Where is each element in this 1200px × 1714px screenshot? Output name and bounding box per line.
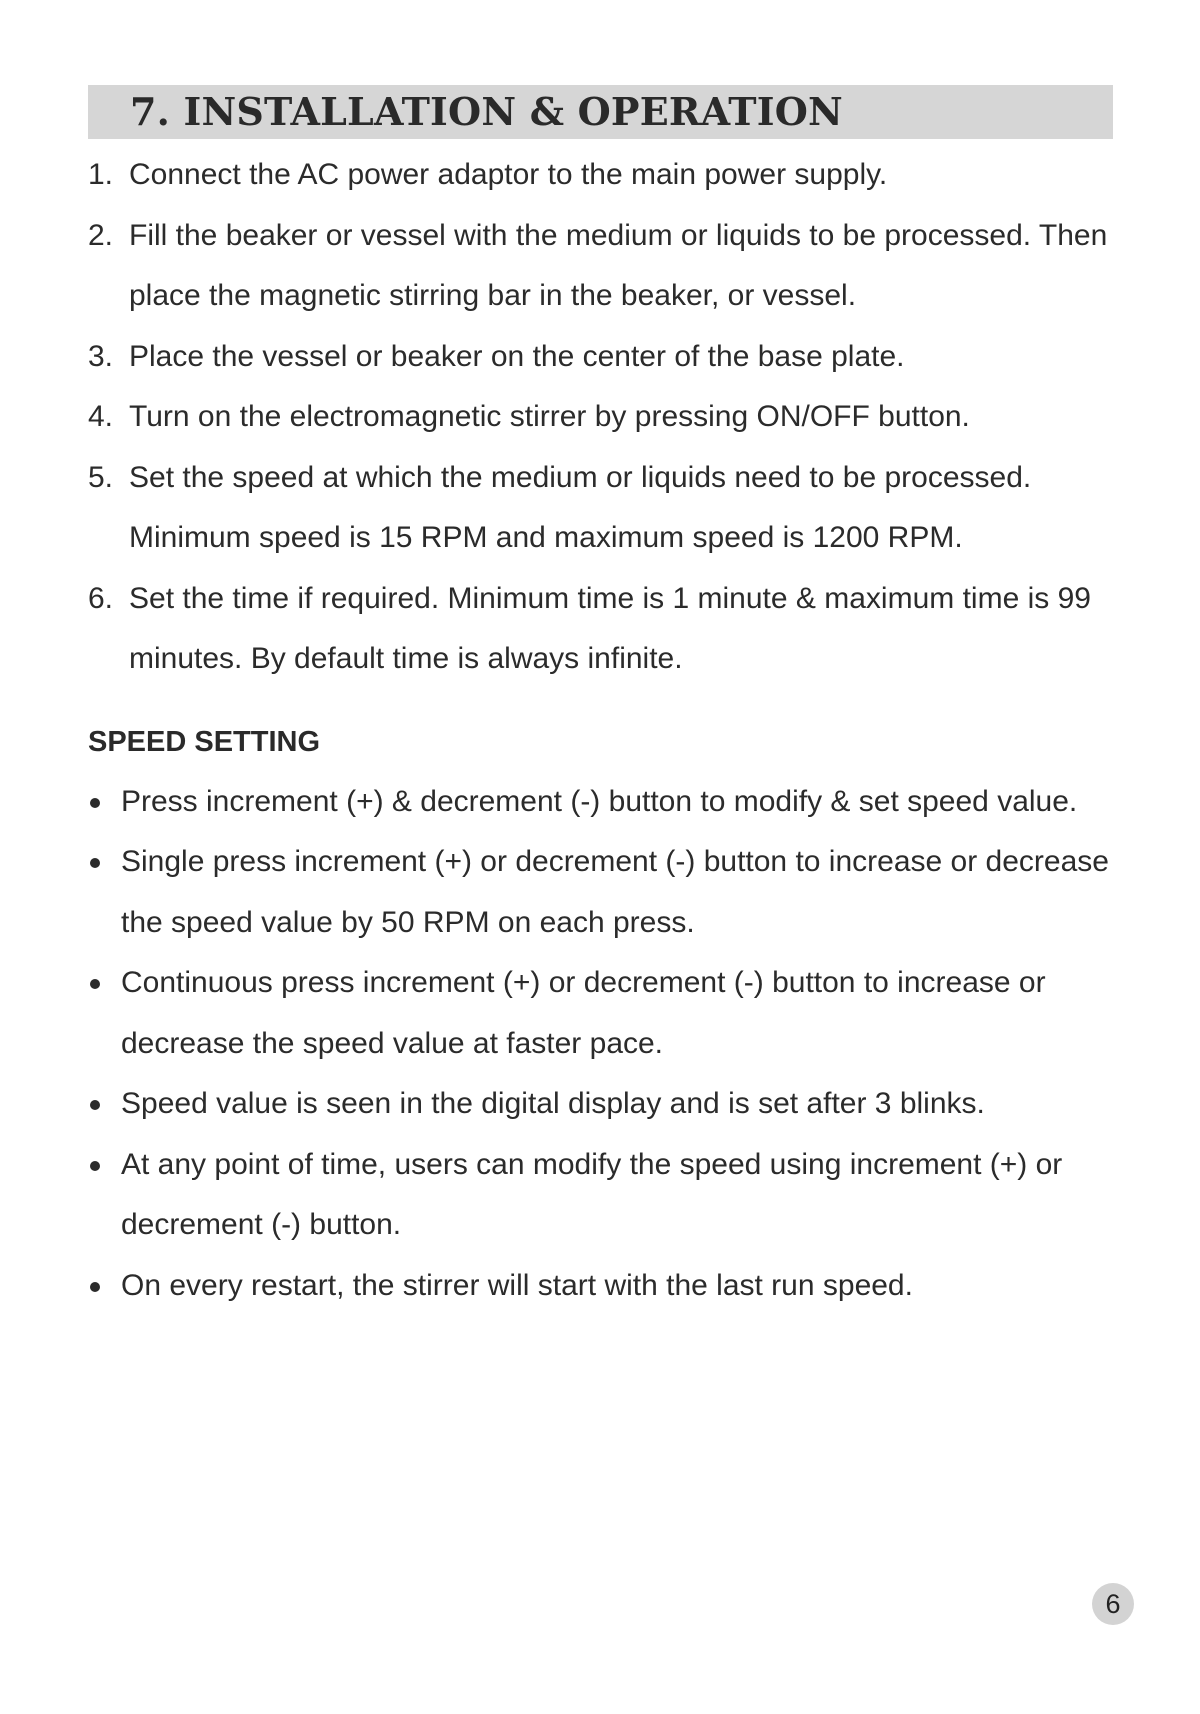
manual-page [88,85,1113,1316]
speed-setting-list [88,772,1113,1317]
bullet-item [88,772,1113,833]
installation-steps-list [88,145,1113,690]
bullet-item [88,1074,1113,1135]
step-number: 3. [88,339,114,373]
bullet-dot-icon [90,798,100,808]
step-text: Set the time if required. Minimum time is 1 minute & maximum time is 99 minutes. By default time is always infinite. [129,581,1091,675]
bullet-text: Continuous press increment (+) or decrement (-) button to increase or decrease the speed value at faster pace. [121,966,1046,1060]
bullet-text: Single press increment (+) or decrement (-) button to increase or decrease the speed value by 50 RPM on each press. [121,845,1109,939]
step-text: Fill the beaker or vessel with the medium or liquids to be processed. Then place the magnetic stirring bar in the beaker, or vessel. [129,218,1108,312]
bullet-item [88,953,1113,1074]
bullet-item [88,1135,1113,1256]
step-text: Set the speed at which the medium or liquids need to be processed. Minimum speed is 15 RPM and maximum speed is 1200 RPM. [129,460,1032,554]
bullet-dot-icon [90,1100,100,1110]
section-title-bar [88,85,1113,139]
step-text: Turn on the electromagnetic stirrer by pressing ON/OFF button. [129,400,970,433]
bullet-item [88,1256,1113,1317]
bullet-dot-icon [90,1161,100,1171]
step-text: Place the vessel or beaker on the center of the base plate. [129,339,905,373]
bullet-text: Press increment (+) & decrement (-) button to modify & set speed value. [121,784,1078,818]
step-item [88,206,1113,327]
step-item [88,569,1113,690]
bullet-text: At any point of time, users can modify the speed using increment (+) or decrement (-) button. [121,1147,1063,1241]
bullet-dot-icon [90,858,100,868]
bullet-dot-icon [90,1282,100,1292]
step-item [88,387,1113,448]
step-number: 4. [88,400,114,433]
step-number: 2. [88,218,114,252]
bullet-item [88,832,1113,953]
step-item [88,145,1113,206]
bullet-dot-icon [90,979,100,989]
step-item [88,448,1113,569]
step-number: 5. [88,460,114,494]
step-number: 1. [88,158,114,191]
step-text: Connect the AC power adaptor to the main power supply. [129,158,888,191]
bullet-text: On every restart, the stirrer will start with the last run speed. [121,1268,913,1302]
section-title: 7. INSTALLATION & OPERATION [130,89,843,134]
step-item [88,327,1113,388]
page-number-badge: 6 [1092,1583,1134,1625]
step-number: 6. [88,581,114,615]
speed-setting-heading: SPEED SETTING [88,725,321,758]
bullet-text: Speed value is seen in the digital display and is set after 3 blinks. [121,1087,985,1120]
